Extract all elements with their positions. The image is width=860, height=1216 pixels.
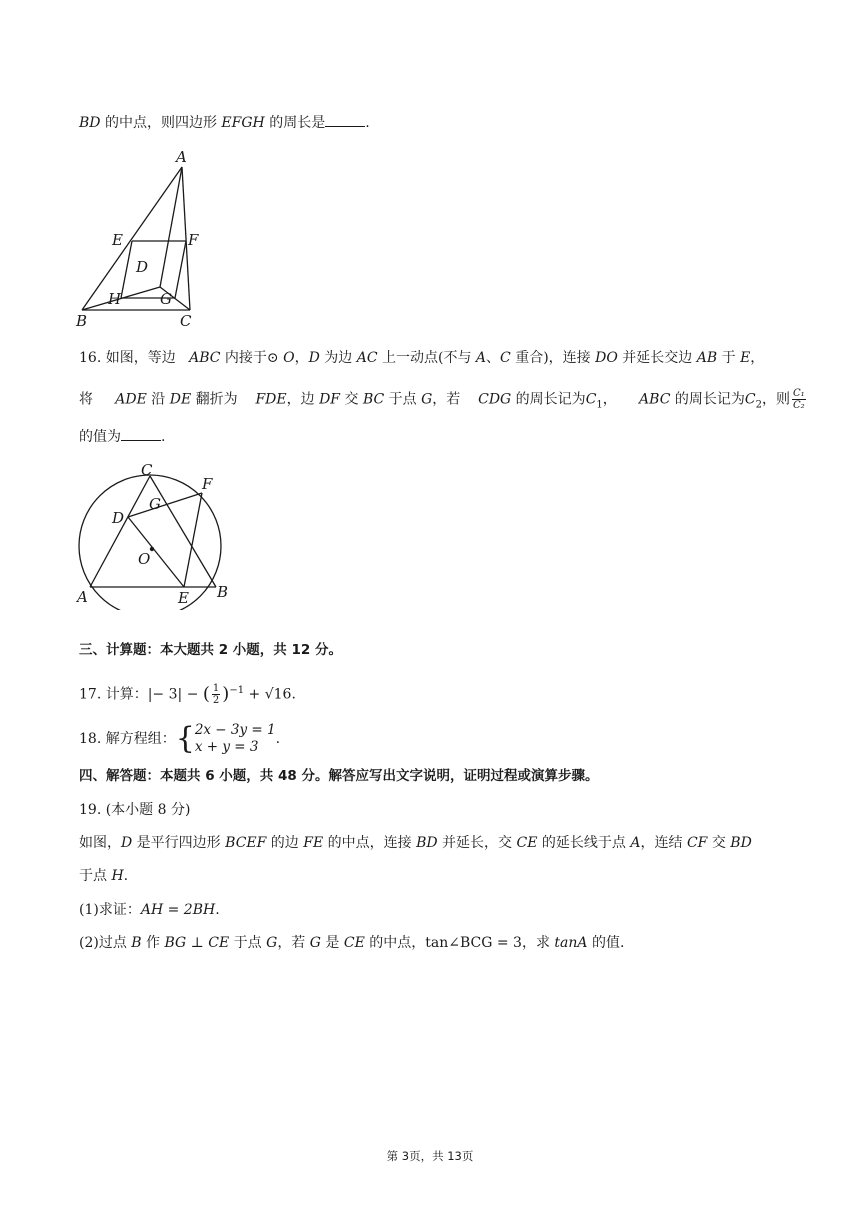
q17-expr-a: |− 3| − (147, 686, 203, 703)
q19-cf: CF (686, 835, 708, 851)
q18-number: 18. (79, 731, 102, 747)
q16-label-e: E (178, 589, 189, 607)
q19-part1-a: (1)求证： (79, 902, 141, 918)
q16-line-2 (79, 388, 808, 415)
q19-p1-a: 如图， (79, 835, 121, 851)
q19-part2-perp: BG ⊥ CE (164, 935, 230, 951)
q16-number: 16. (79, 350, 102, 366)
q16-de: DE (169, 391, 192, 408)
q16-c2-sub: 2 (755, 399, 762, 411)
q19-paragraph-1 (79, 833, 752, 853)
q19-part-2 (79, 933, 624, 953)
q19-p1-g: ，连结 (640, 835, 687, 851)
q15-label-b: B (76, 312, 88, 330)
q16-do: DO (595, 350, 618, 366)
q19-p1-e: 并延长，交 (437, 835, 517, 851)
q15-efgh: EFGH (221, 115, 265, 131)
q16-l2-b: 沿 (146, 391, 170, 408)
q19-part2-g: ，求 (521, 935, 555, 951)
q16-o: O (283, 350, 295, 366)
q15-label-c: C (180, 312, 192, 330)
q16-seg-de (128, 517, 184, 587)
q16-label-b: B (217, 583, 229, 601)
q15-answer-blank (325, 112, 365, 127)
q17-paren-open: ( (202, 683, 210, 705)
q16-g: G (421, 391, 433, 408)
q19-part1-b: . (215, 902, 220, 918)
q19-p2-a: 于点 (79, 868, 112, 884)
q16-a: A (475, 350, 487, 366)
q18-eq1: 2x − 3y = 1 (194, 722, 276, 738)
q16-l3: 的值为 (79, 429, 121, 445)
q19-part2-f: 的中点， (364, 935, 426, 951)
q19-ce: CE (516, 835, 538, 851)
q16-text-c: ， (294, 350, 309, 366)
q16-text-e: 上一动点(不与 (377, 350, 476, 366)
q15-label-f: F (188, 231, 199, 249)
q16-l2-j: 的周长记为 (670, 391, 745, 408)
q15-seg-eh (121, 241, 132, 298)
q15-bd: BD (79, 115, 101, 131)
q17-fraction (212, 683, 220, 706)
q17-paren-close: ) (222, 683, 230, 705)
q15-label-d: D (136, 258, 149, 276)
q16-l2-c: 翻折为 (191, 391, 238, 408)
q16-label-f: F (202, 475, 213, 493)
q19-part2-h: 的值. (587, 935, 625, 951)
q17-line (79, 681, 296, 706)
q16-line-1 (79, 348, 764, 368)
q19-part2-tan: tan∠BCG = 3 (425, 935, 522, 951)
q19-part2-g-pt-2: G (309, 935, 321, 951)
q16-fde: FDE (255, 391, 287, 408)
q16-c1-sub: 1 (596, 399, 603, 411)
q19-p1-c: 的边 (266, 835, 304, 851)
q15-figure (70, 145, 210, 330)
q16-line-3 (79, 426, 165, 447)
q17-frac-den: 2 (212, 695, 220, 707)
q18-eq2: x + y = 3 (194, 739, 259, 755)
q19-part1-math: AH = 2BH (140, 902, 216, 918)
q19-p1-d: 的中点，连接 (323, 835, 417, 851)
q19-p1-b: 是平行四边形 (132, 835, 226, 851)
q19-part2-a: (2)过点 (79, 935, 132, 951)
q19-part2-b-pt: B (131, 935, 142, 951)
q16-label-d: D (112, 509, 125, 527)
q15-seg-ab (82, 167, 182, 310)
q19-part2-ce: CE (343, 935, 365, 951)
q16-figure (72, 460, 242, 610)
q16-l2-f: 于点 (384, 391, 422, 408)
q16-l2-a: 将 (79, 391, 93, 408)
q16-seg-fe (184, 493, 202, 587)
q16-c1: C (585, 391, 597, 408)
q16-text-i: 于 (717, 350, 741, 366)
q17-text: 计算： (101, 686, 148, 703)
q16-text-h: 并延长交边 (617, 350, 697, 366)
q19-bd-2: BD (730, 835, 752, 851)
q16-ade: ADE (115, 391, 147, 408)
q18-line (79, 722, 280, 756)
q16-frac-num: C₁ (792, 388, 805, 399)
q19-part2-tana: tanA (554, 935, 588, 951)
q19-p1-f: 的延长线于点 (537, 835, 631, 851)
q15-text: 的中点，则四边形 (100, 115, 222, 131)
q15-label-h: H (108, 290, 122, 308)
q17-end: . (291, 686, 296, 703)
q19-bcef: BCEF (225, 835, 267, 851)
q16-text-g: 重合)，连接 (510, 350, 596, 366)
q16-text-b: 内接于⊙ (224, 350, 279, 366)
q19-header: 19. (本小题 8 分) (79, 802, 191, 818)
q16-frac-den: C₂ (792, 400, 805, 411)
q16-label-c: C (141, 461, 153, 479)
q16-end: . (161, 429, 166, 445)
q16-l2-h: 的周长记为 (511, 391, 586, 408)
q19-part2-b: 作 (141, 935, 165, 951)
q16-text-f: 、 (486, 350, 501, 366)
q15-label-a: A (176, 148, 187, 166)
q15-seg-fg (175, 241, 186, 298)
q16-label-o: O (138, 550, 151, 568)
section-3-heading: 三、计算题：本大题共 2 小题，共 12 分。 (79, 642, 342, 658)
q15-seg-ad (160, 167, 182, 287)
q16-l2-g: ，若 (432, 391, 461, 408)
q15-tail-line (79, 112, 370, 133)
q19-part2-g-pt: G (266, 935, 278, 951)
q18-brace: { (175, 721, 195, 756)
q19-part2-c: 于点 (229, 935, 267, 951)
q18-end: . (275, 731, 281, 747)
q17-expr-b: + √16 (244, 686, 292, 703)
q16-l2-i: ， (602, 391, 617, 408)
q16-label-a: A (77, 588, 88, 606)
q16-text-a: 如图，等边 (105, 350, 176, 366)
q16-c: C (500, 350, 511, 366)
q16-cdg: CDG (478, 391, 512, 408)
q19-paragraph-2 (79, 866, 128, 886)
q16-d: D (308, 350, 320, 366)
q15-end: . (365, 115, 370, 131)
q19-bd: BD (416, 835, 438, 851)
q16-bc: BC (362, 391, 385, 408)
q15-suffix: 的周长是 (264, 115, 326, 131)
q16-ac: AC (356, 350, 378, 366)
q16-fraction (792, 388, 806, 411)
q19-d: D (121, 835, 133, 851)
q17-number: 17. (79, 686, 102, 703)
q16-answer-blank (121, 426, 161, 441)
q19-part2-e: 是 (320, 935, 344, 951)
q19-part-1 (79, 900, 220, 920)
q19-p2-b: . (123, 868, 129, 884)
q19-part2-d: ，若 (277, 935, 310, 951)
q16-l2-d: ，边 (286, 391, 320, 408)
q16-c2: C (744, 391, 756, 408)
q15-label-e: E (112, 231, 123, 249)
page-footer: 第 3页，共 13页 (386, 1149, 474, 1163)
q16-center-dot (150, 547, 154, 551)
section-4-heading: 四、解答题：本题共 6 小题，共 48 分。解答应写出文字说明，证明过程或演算步骤。 (79, 768, 599, 784)
q17-exponent: −1 (229, 685, 245, 696)
q16-text-d: 为边 (319, 350, 357, 366)
q16-seg-ca (90, 476, 150, 587)
q16-l2-k: ，则 (761, 391, 790, 408)
q16-abc-2: ABC (639, 391, 671, 408)
q16-l2-e: 交 (340, 391, 363, 408)
q19-fe: FE (303, 835, 324, 851)
q16-e: E (740, 350, 751, 366)
q19-h: H (111, 868, 124, 884)
q16-label-g: G (149, 495, 161, 513)
q15-label-g: G (160, 290, 172, 308)
q16-text-j: ， (750, 350, 765, 366)
q18-text: 解方程组： (101, 731, 176, 747)
q17-frac-num: 1 (212, 683, 220, 695)
q16-df: DF (319, 391, 341, 408)
q19-p1-h: 交 (707, 835, 731, 851)
q16-ab: AB (696, 350, 718, 366)
q16-abc: ABC (189, 350, 221, 366)
q19-a: A (630, 835, 641, 851)
q18-system (195, 722, 276, 756)
